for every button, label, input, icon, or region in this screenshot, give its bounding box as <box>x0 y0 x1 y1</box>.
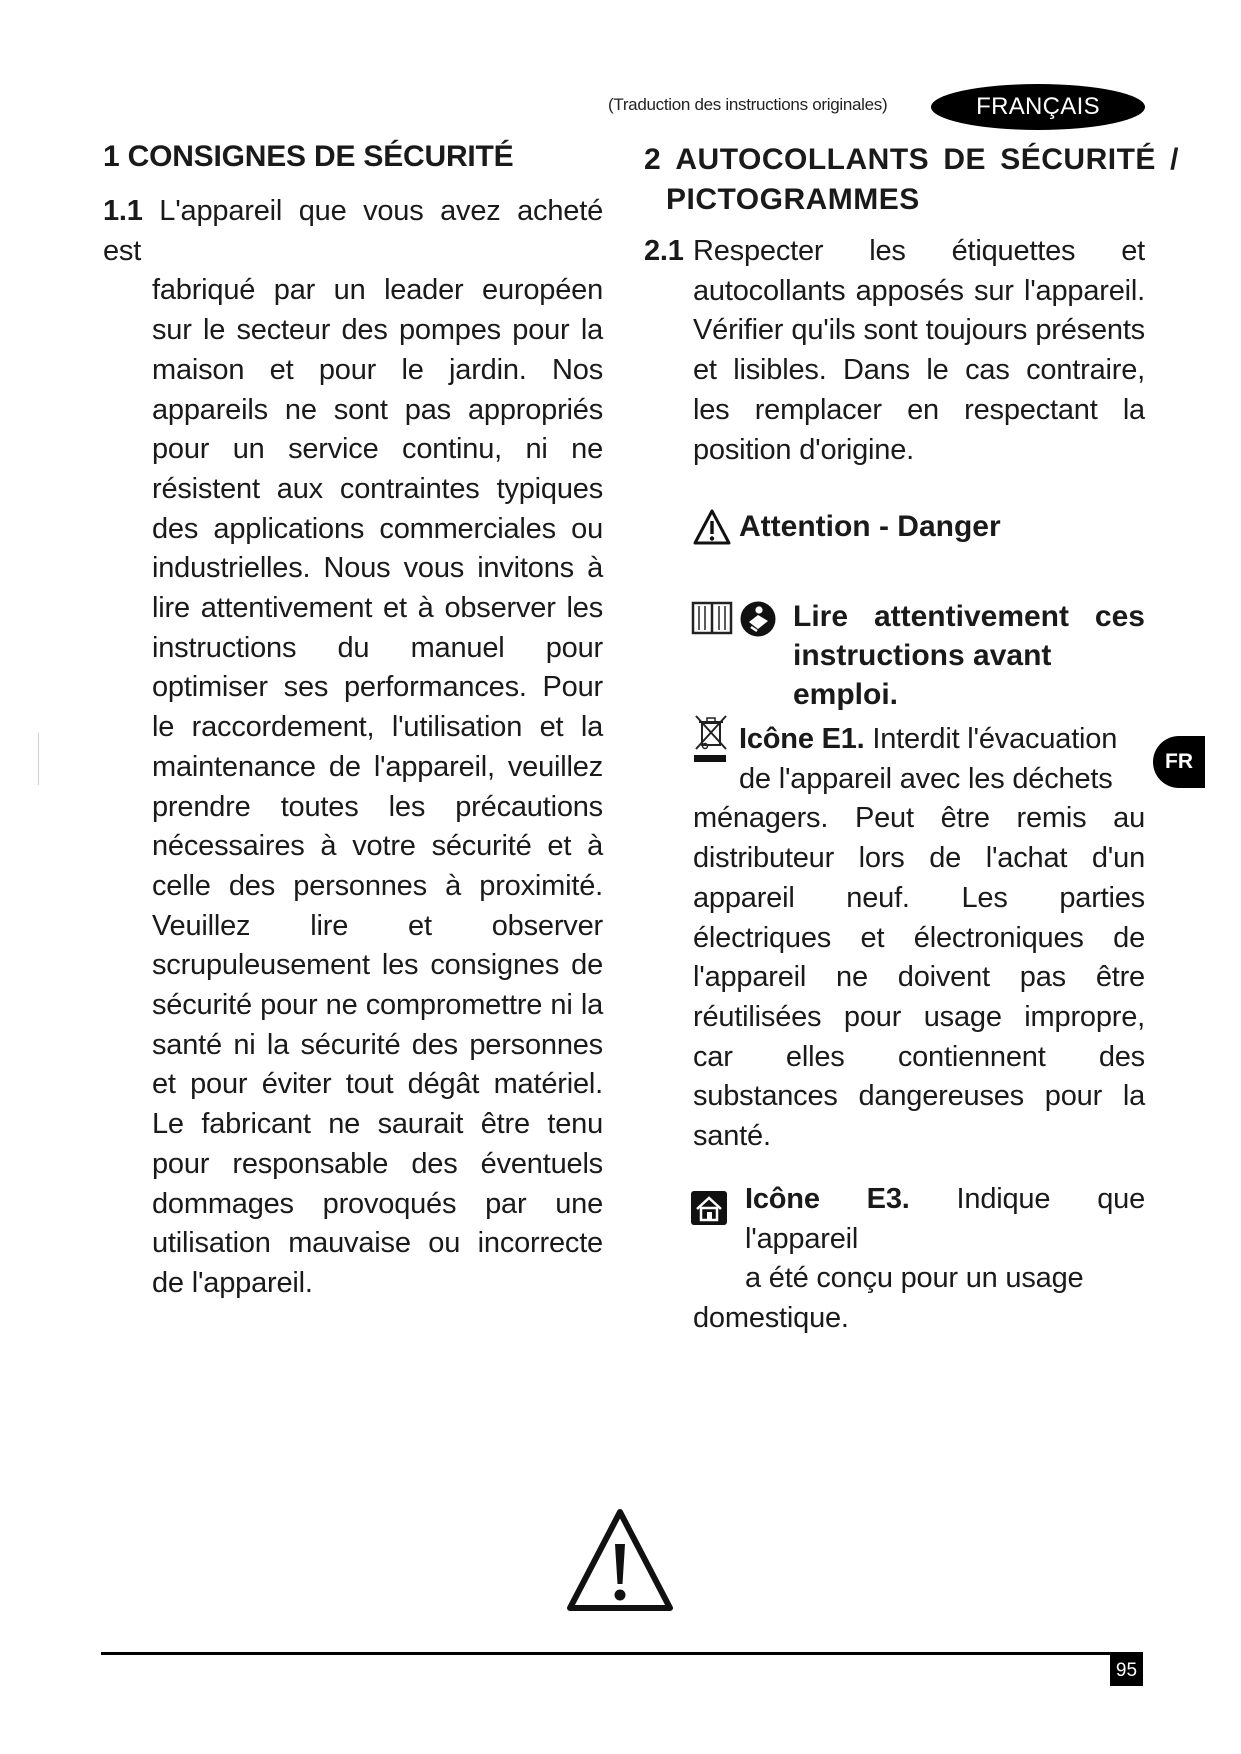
warning-triangle-icon <box>693 509 731 545</box>
icon-e1-line1 <box>693 720 1145 760</box>
read-word: ces <box>1094 600 1145 633</box>
page-number: 95 <box>1110 1655 1143 1686</box>
read-word: Lire <box>793 600 849 633</box>
icon-e3-label: Icône E3. <box>745 1183 910 1215</box>
icon-e1-paragraph <box>693 720 1145 1157</box>
icon-e1-body: ménagers. Peut être remis au distributeur lors de l'achat d'un appareil neuf. Les parties électriques et électroniques de l'appareil ne doivent pas être réutilisées pour usage impropre, car elles contiennent des substances dangereuses pour la santé. <box>693 802 1145 1153</box>
paragraph-body: fabriqué par un leader européen sur le secteur des pompes pour la maison et pour le jardin. Nos appareils ne sont pas appropriés pour un service continu, ni ne résistent aux contraintes typiques des applications commerciales ou industrielles. Nous vous invitons à lire attentivement et à observer les instructions du manuel pour optimiser ses performances. Pour le raccordement, l'utilisation et la maintenance de l'appareil, veuillez prendre toutes les précautions nécessaires à votre sécurité et à celle des personnes à proximité. Veuillez lire et observer scrupuleusement les consignes de sécurité pour ne compromettre ni la santé ni la sécurité des personnes et pour éviter tout dégât matériel. Le fabricant ne saurait être tenu pour responsable des éventuels dommages provoqués par une utilisation mauvaise ou incorrecte de l'appareil. <box>152 274 603 1299</box>
paragraph-body: Respecter les étiquettes et autocollants apposés sur l'appareil. Vérifier qu'ils sont toujours présents et lisibles. Dans le cas contraire, les remplacer en respectant la position d'origine. <box>693 235 1145 466</box>
language-side-tab: FR <box>1153 736 1205 788</box>
read-instructions-line1 <box>793 597 1145 636</box>
margin-mark <box>38 733 39 785</box>
section-2-heading-line2: PICTOGRAMMES <box>666 183 920 216</box>
heading-word: AUTOCOLLANTS <box>675 143 930 176</box>
heading-number: 2 <box>644 143 662 176</box>
translation-note: (Traduction des instructions originales) <box>608 95 888 114</box>
icon-e1-line1-text: Interdit l'évacuation <box>872 723 1118 755</box>
book-icon <box>691 600 733 636</box>
footer-rule <box>101 1652 1143 1655</box>
paragraph-first-line <box>103 192 603 271</box>
paragraph-number: 1.1 <box>103 195 143 227</box>
heading-word: DE <box>943 143 987 176</box>
icon-e3-line1 <box>693 1180 1145 1259</box>
section-1-1-paragraph <box>103 192 603 1304</box>
icon-e3-line1-text: Indique que l'appareil <box>745 1183 1146 1255</box>
icon-e1-line2: de l'appareil avec les déchets <box>739 762 1113 795</box>
read-instructions-icon <box>739 600 777 638</box>
section-1-heading: 1 CONSIGNES DE SÉCURITÉ <box>103 140 514 173</box>
icon-e3-line2: a été conçu pour un usage <box>745 1262 1084 1295</box>
paragraph-number: 2.1 <box>644 235 684 267</box>
read-manual-icons <box>691 600 777 638</box>
icon-e3-body: domestique. <box>693 1302 849 1335</box>
warning-triangle-icon <box>564 1506 676 1614</box>
heading-word: / <box>1170 143 1179 176</box>
attention-danger-label: Attention - Danger <box>739 510 1001 543</box>
read-word: attentivement <box>873 600 1069 633</box>
icon-e1-label: Icône E1. <box>739 723 865 755</box>
language-badge: FRANÇAIS <box>931 84 1145 130</box>
section-2-heading <box>644 140 1179 220</box>
paragraph-first-line-text: L'appareil que vous avez acheté est <box>103 195 603 267</box>
heading-word: SÉCURITÉ <box>1000 143 1156 176</box>
icon-e3-paragraph <box>693 1180 1145 1339</box>
attention-danger <box>693 509 1001 545</box>
section-2-heading-line1 <box>644 140 1179 180</box>
read-instructions-line2: instructions avant emploi. <box>793 639 1052 711</box>
section-2-1-paragraph <box>644 232 1145 470</box>
read-instructions-text <box>793 597 1145 714</box>
